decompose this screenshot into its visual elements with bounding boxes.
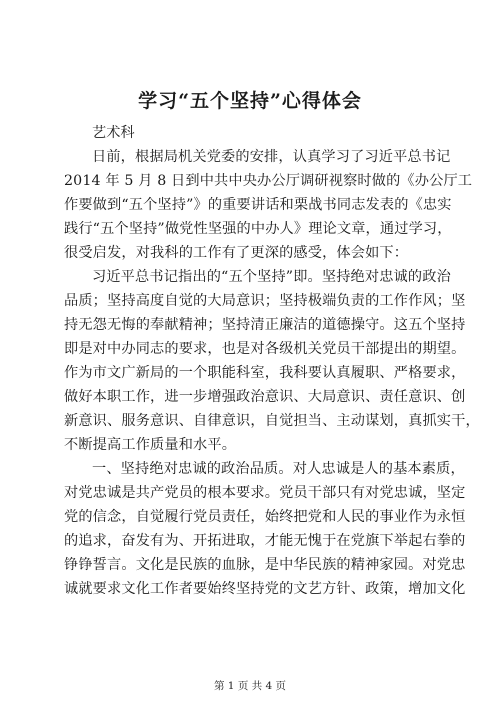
author-department: 艺术科 (92, 125, 135, 141)
body-line: 一、坚持绝对忠诚的政治品质。对人忠诚是人的基本素质， (92, 461, 465, 477)
body-line: 对党忠诚是共产党员的根本要求。党员干部只有对党忠诚，坚定 (64, 485, 466, 501)
body-line: 持无怨无悔的奉献精神；坚持清正廉洁的道德操守。这五个坚持 (64, 317, 466, 333)
body-line: 铮铮誓言。文化是民族的血脉，是中华民族的精神家园。对党忠 (64, 557, 466, 573)
body-line: 党的信念，自觉履行党员责任，始终把党和人民的事业作为永恒 (64, 509, 466, 525)
body-line: 日前，根据局机关党委的安排，认真学习了习近平总书记 (92, 149, 451, 165)
body-line: 作要做到“五个坚持”》的重要讲话和栗战书同志发表的《忠实 (64, 197, 452, 213)
body-line: 习近平总书记指出的“五个坚持”即。坚持绝对忠诚的政治 (92, 269, 451, 285)
body-line: 践行“五个坚持”做党性坚强的中办人》理论文章，通过学习， (64, 221, 452, 237)
body-line: 新意识、服务意识、自律意识，自觉担当、主动谋划，真抓实干， (64, 413, 480, 429)
body-line: 品质；坚持高度自觉的大局意识；坚持极端负责的工作作风；坚 (64, 293, 466, 309)
page-number-footer: 第 1 页 共 4 页 (213, 680, 287, 692)
body-line: 作为市文广新局的一个职能科室，我科要认真履职、严格要求， (64, 365, 466, 381)
document-title: 学习“五个坚持”心得体会 (138, 90, 362, 112)
body-line: 2014 年 5 月 8 日到中共中央办公厅调研视察时做的《办公厅工 (64, 173, 473, 189)
body-line: 不断提高工作质量和水平。 (64, 437, 237, 453)
body-line: 即是对中办同志的要求，也是对各级机关党员干部提出的期望。 (64, 341, 466, 357)
body-line: 的追求，奋发有为、开拓进取，才能无愧于在党旗下举起右拳的 (64, 533, 466, 549)
body-line: 诚就要求文化工作者要始终坚持党的文艺方针、政策，增加文化 (64, 581, 466, 597)
body-line: 做好本职工作，进一步增强政治意识、大局意识、责任意识、创 (64, 389, 466, 405)
body-line: 很受启发，对我科的工作有了更深的感受，体会如下： (64, 245, 409, 261)
